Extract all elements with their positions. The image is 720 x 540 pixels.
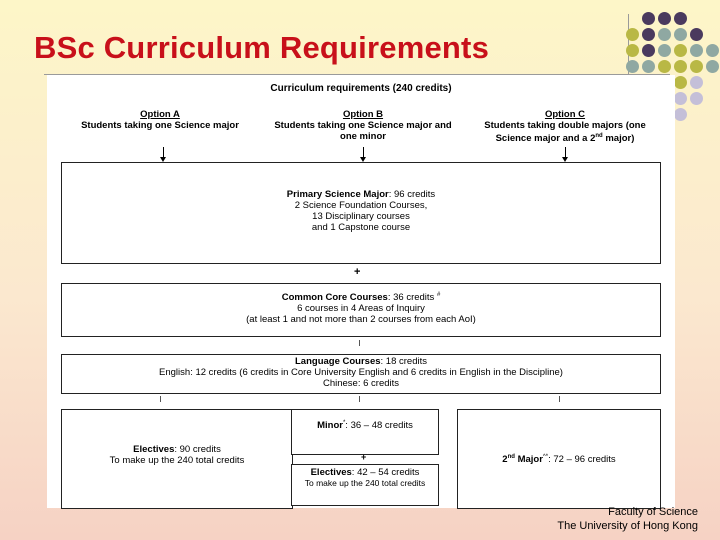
footer-university: The University of Hong Kong xyxy=(557,520,698,532)
electives-a-box xyxy=(61,409,293,509)
decor-dot xyxy=(642,12,655,25)
option-b-desc-line1: Students taking one Science major and xyxy=(274,120,452,131)
primary-major-value: : 96 credits xyxy=(388,189,436,200)
decor-dot xyxy=(674,28,687,41)
connector-tick xyxy=(359,340,360,346)
decor-dot xyxy=(642,44,655,57)
minor-mark: * xyxy=(342,420,346,426)
connector-tick xyxy=(359,396,360,402)
slide-title: BSc Curriculum Requirements xyxy=(34,30,490,65)
second-major-label: Major xyxy=(514,454,543,466)
decor-dot xyxy=(674,60,687,73)
decor-dot xyxy=(690,28,703,41)
decor-dot xyxy=(690,44,703,57)
footer-faculty: Faculty of Science xyxy=(608,506,698,518)
option-b-name: Option B xyxy=(342,109,384,120)
decor-dot xyxy=(658,60,671,73)
decor-dot xyxy=(674,92,687,105)
primary-major-line4: and 1 Capstone course xyxy=(311,222,411,233)
option-a-name: Option A xyxy=(140,109,180,120)
minor-box xyxy=(291,409,439,455)
decor-dot xyxy=(626,28,639,41)
decor-dot xyxy=(674,108,687,121)
connector-tick xyxy=(160,396,161,402)
common-core-line2: 6 courses in 4 Areas of Inquiry xyxy=(297,303,425,315)
decor-dot xyxy=(690,92,703,105)
decor-dot xyxy=(690,60,703,73)
decor-dot xyxy=(658,44,671,57)
plus-sign: + xyxy=(354,266,361,278)
option-c xyxy=(462,109,668,144)
decor-dot xyxy=(642,60,655,73)
option-b-desc-line2: one minor xyxy=(340,131,386,142)
arrow-down xyxy=(163,147,164,159)
common-core-label: Common Core Courses xyxy=(281,292,388,304)
decor-dot xyxy=(658,12,671,25)
option-c-desc-line1: Students taking double majors (one xyxy=(484,120,646,131)
electives-a-label: Electives xyxy=(133,444,175,455)
primary-major-label: Primary Science Major xyxy=(286,189,389,200)
decor-dot xyxy=(658,28,671,41)
decor-dot xyxy=(674,44,687,57)
common-core-line3: (at least 1 and not more than 2 courses from each AoI) xyxy=(246,314,476,326)
second-major-pre: 2 xyxy=(502,454,508,466)
decor-dot xyxy=(706,44,719,57)
option-c-name: Option C xyxy=(544,109,586,120)
decor-dot xyxy=(626,44,639,57)
option-c-desc-line2: Science major and a 2nd major) xyxy=(495,133,635,145)
option-a-desc: Students taking one Science major xyxy=(81,120,239,131)
second-major-mark: ^* xyxy=(542,454,549,460)
option-a xyxy=(55,109,265,131)
decor-dot xyxy=(674,76,687,89)
decor-dot xyxy=(674,12,687,25)
second-major-sup: nd xyxy=(507,454,515,460)
primary-major-line3: 13 Disciplinary courses xyxy=(312,211,410,222)
plus-sign: + xyxy=(361,452,367,462)
primary-major-line2: 2 Science Foundation Courses, xyxy=(294,200,428,211)
decor-dot xyxy=(642,28,655,41)
minor-value: : 36 – 48 credits xyxy=(345,420,413,432)
common-core-mark: # xyxy=(436,292,441,298)
arrow-down xyxy=(363,147,364,159)
language-box xyxy=(61,354,661,394)
second-major-value: : 72 – 96 credits xyxy=(548,454,616,466)
option-b xyxy=(260,109,466,142)
minor-label: Minor xyxy=(317,420,343,432)
electives-a-line2: To make up the 240 total credits xyxy=(109,455,245,466)
chart-heading: Curriculum requirements (240 credits) xyxy=(270,83,452,94)
common-core-value: : 36 credits xyxy=(387,292,435,304)
electives-a-value: : 90 credits xyxy=(174,444,221,455)
electives-b-line2: To make up the 240 total credits xyxy=(304,478,426,488)
language-label: Language Courses xyxy=(295,356,381,367)
primary-major-box xyxy=(61,162,661,264)
curriculum-chart xyxy=(47,75,675,508)
language-value: : 18 credits xyxy=(380,356,427,367)
electives-b-label: Electives xyxy=(310,467,352,478)
decor-dot xyxy=(706,60,719,73)
electives-b-value: : 42 – 54 credits xyxy=(351,467,420,478)
second-major-box xyxy=(457,409,661,509)
arrow-down xyxy=(565,147,566,159)
common-core-box xyxy=(61,283,661,337)
language-line2: English: 12 credits (6 credits in Core University English and 6 credits in English in the Discipline) xyxy=(159,367,563,378)
decor-dot xyxy=(626,60,639,73)
decor-dot xyxy=(690,76,703,89)
language-line3: Chinese: 6 credits xyxy=(322,378,400,389)
connector-tick xyxy=(559,396,560,402)
footer xyxy=(557,505,698,533)
electives-b-box xyxy=(291,464,439,506)
